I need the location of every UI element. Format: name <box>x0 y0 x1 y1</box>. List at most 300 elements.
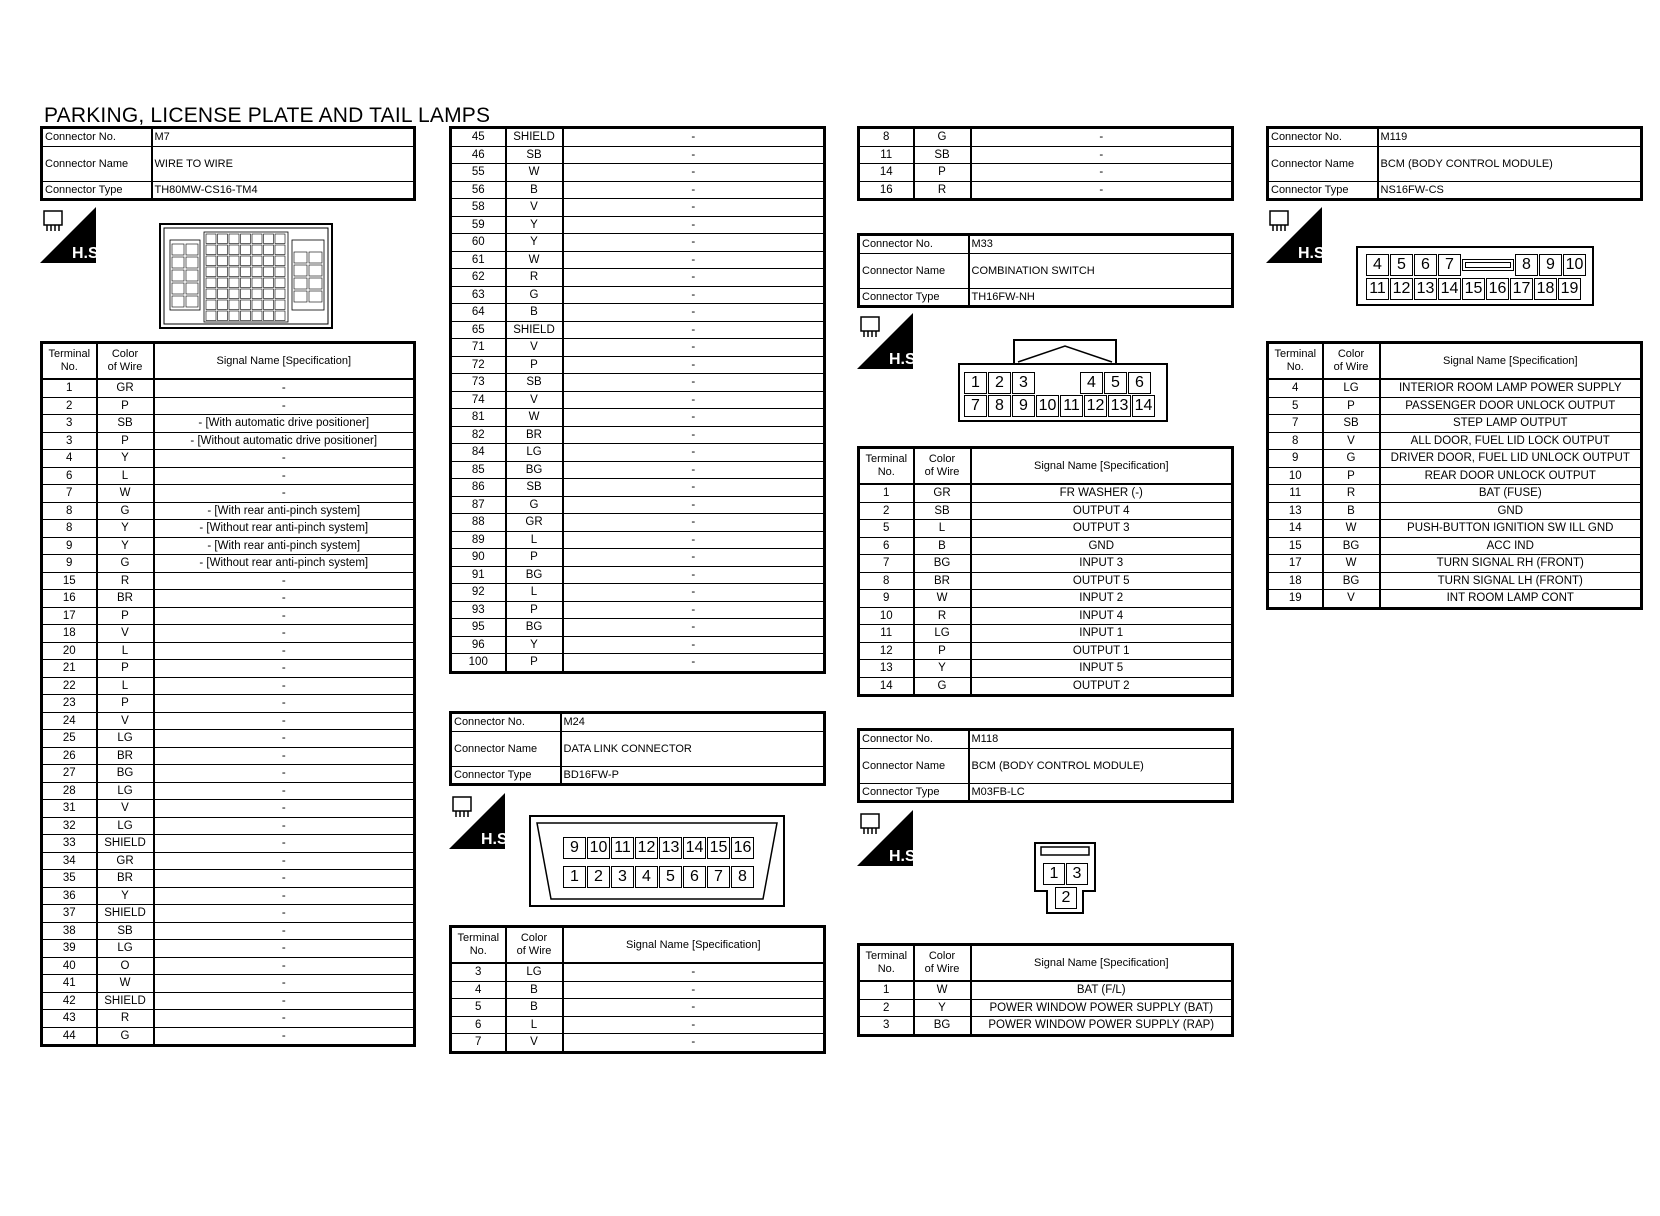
signal-name: - <box>154 922 415 940</box>
terminal-no: 4 <box>451 981 506 999</box>
terminal-no: 22 <box>42 677 97 695</box>
connector-pin: 7 <box>707 866 730 888</box>
connector-pin: 17 <box>1510 278 1533 300</box>
signal-name: INPUT 4 <box>971 607 1233 625</box>
signal-name: - <box>563 286 825 304</box>
terminal-no: 3 <box>451 963 506 981</box>
table-row <box>859 981 1233 999</box>
terminal-no: 60 <box>451 234 506 252</box>
table-row <box>451 636 825 654</box>
signal-name: INPUT 3 <box>971 555 1233 573</box>
wire-color: V <box>506 199 563 217</box>
signal-name: - <box>154 590 415 608</box>
connector-pin: 8 <box>731 866 754 888</box>
wire-color: G <box>506 286 563 304</box>
wire-color: L <box>914 520 971 538</box>
m7-terminal-table-cont <box>449 126 826 674</box>
connector-pin: 6 <box>1414 254 1437 276</box>
signal-name: - <box>563 1034 825 1053</box>
terminal-no: 8 <box>1268 432 1323 450</box>
signal-name: - <box>563 146 825 164</box>
terminal-no: 1 <box>859 484 914 502</box>
m7-connector-type: TH80MW-CS16-TM4 <box>152 181 415 200</box>
table-row <box>451 531 825 549</box>
m24-connector-no: M24 <box>561 713 825 732</box>
terminal-no-header: Terminal No. <box>42 343 97 380</box>
connector-pin: 7 <box>964 395 987 417</box>
wire-color: LG <box>506 963 563 981</box>
terminal-no: 43 <box>42 1010 97 1028</box>
m118-terminal-table <box>857 943 1234 1037</box>
wire-color: R <box>914 607 971 625</box>
connector-pin: 2 <box>1055 887 1077 909</box>
wire-color: GR <box>506 514 563 532</box>
table-row <box>451 128 825 147</box>
signal-name: - <box>563 654 825 673</box>
table-row <box>42 1010 415 1028</box>
table-row <box>42 485 415 503</box>
wire-color: W <box>914 590 971 608</box>
terminal-no: 28 <box>42 782 97 800</box>
wire-color: LG <box>1323 379 1380 397</box>
wire-color: P <box>914 642 971 660</box>
signal-name: GND <box>971 537 1233 555</box>
wire-color: BR <box>506 426 563 444</box>
connector-name-label: Connector Name <box>859 748 969 783</box>
table-row <box>451 199 825 217</box>
m7-terminal-block <box>40 341 416 1047</box>
table-row <box>451 981 825 999</box>
wire-color: R <box>914 181 971 200</box>
m33-connector-table <box>857 233 1234 308</box>
wire-color: W <box>506 409 563 427</box>
wire-color: W <box>97 975 154 993</box>
m33-terminal-block <box>857 446 1234 697</box>
m7-connector-info <box>40 126 416 201</box>
table-row <box>451 181 825 199</box>
signal-name: - <box>563 181 825 199</box>
table-row <box>42 695 415 713</box>
wire-color: P <box>914 164 971 182</box>
terminal-no: 7 <box>42 485 97 503</box>
table-row <box>451 216 825 234</box>
connector-pin: 8 <box>1515 254 1538 276</box>
wire-color: L <box>97 467 154 485</box>
m118-connector-name: BCM (BODY CONTROL MODULE) <box>969 748 1233 783</box>
connector-name-label: Connector Name <box>451 731 561 766</box>
connector-pin: 5 <box>1104 372 1127 394</box>
signal-name: - <box>154 607 415 625</box>
signal-name: OUTPUT 3 <box>971 520 1233 538</box>
terminal-no: 59 <box>451 216 506 234</box>
table-row <box>451 999 825 1017</box>
m7-terminal-block-cont <box>449 126 826 674</box>
signal-name: - <box>563 584 825 602</box>
m33-connector-info <box>857 233 1234 308</box>
terminal-no: 10 <box>1268 467 1323 485</box>
signal-name: - <box>563 636 825 654</box>
signal-name: - <box>154 817 415 835</box>
terminal-no: 5 <box>451 999 506 1017</box>
terminal-no: 15 <box>1268 537 1323 555</box>
table-row <box>859 607 1233 625</box>
table-row <box>451 549 825 567</box>
connector-key-slot <box>1058 372 1079 392</box>
table-row <box>859 660 1233 678</box>
connector-pin: 18 <box>1534 278 1557 300</box>
wire-color: P <box>1323 397 1380 415</box>
signal-name: - <box>563 234 825 252</box>
wire-color: G <box>1323 450 1380 468</box>
terminal-no: 3 <box>859 1017 914 1036</box>
signal-name: - <box>563 963 825 981</box>
svg-text:H.S.: H.S. <box>889 351 921 368</box>
signal-name: - <box>563 199 825 217</box>
m119-connector-no: M119 <box>1378 128 1642 147</box>
m24-connector-diagram <box>529 815 785 907</box>
table-row <box>42 502 415 520</box>
table-row <box>42 992 415 1010</box>
wire-color: V <box>97 712 154 730</box>
signal-name: - <box>154 695 415 713</box>
wire-color: SHIELD <box>506 128 563 147</box>
table-row <box>1268 485 1642 503</box>
table-row <box>42 590 415 608</box>
wire-color: B <box>506 304 563 322</box>
signal-name: - <box>154 730 415 748</box>
connector-pin: 4 <box>1080 372 1103 394</box>
table-row <box>451 391 825 409</box>
connector-pin: 3 <box>611 866 634 888</box>
m33-connector-name: COMBINATION SWITCH <box>969 253 1233 288</box>
connector-pin: 2 <box>988 372 1011 394</box>
wire-color: BR <box>97 870 154 888</box>
table-row <box>42 905 415 923</box>
color-header: Color of Wire <box>1323 343 1380 380</box>
wire-color: V <box>97 800 154 818</box>
table-row <box>451 566 825 584</box>
signal-name: - <box>563 339 825 357</box>
table-row <box>859 625 1233 643</box>
wire-color: LG <box>97 782 154 800</box>
terminal-no: 89 <box>451 531 506 549</box>
wire-color: L <box>506 584 563 602</box>
table-row <box>42 572 415 590</box>
terminal-no: 21 <box>42 660 97 678</box>
signal-name: - <box>154 957 415 975</box>
signal-name: DRIVER DOOR, FUEL LID UNLOCK OUTPUT <box>1380 450 1642 468</box>
m118-connector-table <box>857 728 1234 803</box>
signal-name: - <box>563 128 825 147</box>
m24-connector-info <box>449 711 826 786</box>
table-row <box>42 450 415 468</box>
wire-color: SHIELD <box>97 992 154 1010</box>
table-row <box>42 747 415 765</box>
connector-pin: 1 <box>563 866 586 888</box>
connector-pin: 9 <box>1539 254 1562 276</box>
signal-name: GND <box>1380 502 1642 520</box>
connector-pin: 10 <box>587 837 610 859</box>
signal-name: - <box>563 251 825 269</box>
table-row <box>859 1017 1233 1036</box>
m24-terminal-block-cont <box>857 126 1234 201</box>
wire-color: L <box>97 642 154 660</box>
wire-color: R <box>97 1010 154 1028</box>
wire-color: LG <box>97 730 154 748</box>
signal-name: - <box>971 128 1233 147</box>
wire-color: W <box>506 164 563 182</box>
wire-color: P <box>97 695 154 713</box>
signal-name: - <box>971 181 1233 200</box>
table-row <box>42 677 415 695</box>
signal-name: - <box>971 164 1233 182</box>
connector-no-label: Connector No. <box>859 730 969 749</box>
hs-label: H.S. <box>72 245 104 262</box>
terminal-no: 73 <box>451 374 506 392</box>
terminal-no: 100 <box>451 654 506 673</box>
color-header: Color of Wire <box>914 945 971 982</box>
signal-name: - <box>154 379 415 397</box>
table-row <box>42 432 415 450</box>
connector-name-label: Connector Name <box>859 253 969 288</box>
table-row <box>42 1027 415 1046</box>
connector-pin: 14 <box>683 837 706 859</box>
terminal-no: 93 <box>451 601 506 619</box>
wire-color: GR <box>97 379 154 397</box>
terminal-no: 32 <box>42 817 97 835</box>
m119-connector-table <box>1266 126 1643 201</box>
terminal-no: 62 <box>451 269 506 287</box>
table-row <box>1268 520 1642 538</box>
table-row <box>1268 590 1642 609</box>
signal-name: - <box>154 975 415 993</box>
terminal-no: 23 <box>42 695 97 713</box>
signal-name: - <box>154 765 415 783</box>
signal-name: - <box>154 677 415 695</box>
m119-connector-name: BCM (BODY CONTROL MODULE) <box>1378 146 1642 181</box>
signal-name: INT ROOM LAMP CONT <box>1380 590 1642 609</box>
signal-name: - <box>563 601 825 619</box>
wire-color: SB <box>506 479 563 497</box>
terminal-no: 9 <box>42 537 97 555</box>
wire-color: P <box>506 549 563 567</box>
table-row <box>42 800 415 818</box>
m7-terminal-table <box>40 341 416 1047</box>
svg-text:H.S.: H.S. <box>481 831 513 848</box>
terminal-no: 16 <box>859 181 914 200</box>
terminal-no: 6 <box>859 537 914 555</box>
table-row <box>859 502 1233 520</box>
signal-name: - <box>154 467 415 485</box>
wire-color: BG <box>506 461 563 479</box>
signal-name: TURN SIGNAL LH (FRONT) <box>1380 572 1642 590</box>
terminal-no: 63 <box>451 286 506 304</box>
connector-pin: 16 <box>731 837 754 859</box>
terminal-no: 14 <box>859 677 914 696</box>
wire-color: SHIELD <box>506 321 563 339</box>
wire-color: W <box>914 981 971 999</box>
m24-connector-table <box>449 711 826 786</box>
wire-color: R <box>506 269 563 287</box>
signal-name: STEP LAMP OUTPUT <box>1380 415 1642 433</box>
m24-terminal-table <box>449 925 826 1054</box>
m7-connector-name: WIRE TO WIRE <box>152 146 415 181</box>
connector-pin: 9 <box>1012 395 1035 417</box>
table-row <box>42 922 415 940</box>
wire-color: BG <box>1323 572 1380 590</box>
wire-color: LG <box>97 817 154 835</box>
signal-name: - [Without rear anti-pinch system] <box>154 555 415 573</box>
table-row <box>451 444 825 462</box>
connector-pin: 3 <box>1012 372 1035 394</box>
table-row <box>42 782 415 800</box>
table-row <box>42 537 415 555</box>
m7-connector-table <box>40 126 416 201</box>
terminal-no: 14 <box>859 164 914 182</box>
table-row <box>1268 572 1642 590</box>
signal-name: PASSENGER DOOR UNLOCK OUTPUT <box>1380 397 1642 415</box>
connector-key-slot <box>1036 372 1057 392</box>
terminal-no: 8 <box>42 520 97 538</box>
terminal-no: 84 <box>451 444 506 462</box>
wire-color: BG <box>97 765 154 783</box>
table-row <box>42 607 415 625</box>
table-row <box>42 852 415 870</box>
signal-name: - <box>154 1027 415 1046</box>
terminal-no: 7 <box>451 1034 506 1053</box>
terminal-no: 16 <box>42 590 97 608</box>
wire-color: G <box>914 128 971 147</box>
connector-pin: 12 <box>635 837 658 859</box>
wire-color: G <box>97 502 154 520</box>
terminal-no: 8 <box>859 572 914 590</box>
wire-color: BG <box>506 619 563 637</box>
signal-name: - <box>154 1010 415 1028</box>
wire-color: BR <box>97 590 154 608</box>
table-row <box>451 304 825 322</box>
signal-name: - <box>154 642 415 660</box>
harness-side-icon-m7 <box>40 207 104 263</box>
table-row <box>451 374 825 392</box>
terminal-no: 11 <box>859 625 914 643</box>
m118-connector-info <box>857 728 1234 803</box>
signal-name: - <box>154 625 415 643</box>
signal-name: - <box>154 572 415 590</box>
terminal-no: 87 <box>451 496 506 514</box>
terminal-no: 20 <box>42 642 97 660</box>
signal-name: ACC IND <box>1380 537 1642 555</box>
signal-name: - <box>563 304 825 322</box>
wire-color: L <box>506 1016 563 1034</box>
signal-name: - <box>563 496 825 514</box>
signal-name: REAR DOOR UNLOCK OUTPUT <box>1380 467 1642 485</box>
connector-pin: 10 <box>1563 254 1586 276</box>
signal-name: - [With automatic drive positioner] <box>154 415 415 433</box>
connector-type-label: Connector Type <box>1268 181 1378 200</box>
wire-color: V <box>506 391 563 409</box>
signal-name: - <box>154 992 415 1010</box>
terminal-no: 26 <box>42 747 97 765</box>
table-row <box>451 356 825 374</box>
table-row <box>451 514 825 532</box>
wire-color: W <box>1323 520 1380 538</box>
terminal-no: 38 <box>42 922 97 940</box>
terminal-no: 7 <box>859 555 914 573</box>
svg-text:H.S.: H.S. <box>1298 245 1330 262</box>
terminal-no: 55 <box>451 164 506 182</box>
terminal-no: 2 <box>859 999 914 1017</box>
m119-connector-diagram <box>1356 246 1594 306</box>
signal-name: - <box>154 870 415 888</box>
connector-pin: 6 <box>683 866 706 888</box>
table-row <box>42 730 415 748</box>
terminal-no-header: Terminal No. <box>1268 343 1323 380</box>
connector-pin: 2 <box>587 866 610 888</box>
wire-color: Y <box>506 234 563 252</box>
color-header: Color of Wire <box>97 343 154 380</box>
wire-color: P <box>506 601 563 619</box>
terminal-no: 34 <box>42 852 97 870</box>
signal-name: - <box>154 852 415 870</box>
signal-name: OUTPUT 2 <box>971 677 1233 696</box>
signal-name: - <box>563 531 825 549</box>
signal-name: - [Without rear anti-pinch system] <box>154 520 415 538</box>
terminal-no: 31 <box>42 800 97 818</box>
harness-side-icon-m24 <box>449 793 513 849</box>
wire-color: B <box>506 999 563 1017</box>
signal-name: - <box>154 800 415 818</box>
wire-color: B <box>506 981 563 999</box>
connector-no-label: Connector No. <box>1268 128 1378 147</box>
terminal-no: 92 <box>451 584 506 602</box>
table-row <box>42 415 415 433</box>
connector-pin: 13 <box>1414 278 1437 300</box>
connector-pin: 5 <box>1390 254 1413 276</box>
wire-color: P <box>506 356 563 374</box>
signal-name: - <box>563 549 825 567</box>
wire-color: P <box>97 607 154 625</box>
wire-color: BG <box>914 1017 971 1036</box>
signal-name: - <box>563 479 825 497</box>
page-title: PARKING, LICENSE PLATE AND TAIL LAMPS <box>44 104 491 127</box>
connector-name-label: Connector Name <box>1268 146 1378 181</box>
wire-color: SHIELD <box>97 905 154 923</box>
svg-text:H.S.: H.S. <box>889 848 921 865</box>
terminal-no: 44 <box>42 1027 97 1046</box>
terminal-no: 13 <box>859 660 914 678</box>
wire-color: B <box>1323 502 1380 520</box>
table-row <box>859 555 1233 573</box>
signal-name: INPUT 1 <box>971 625 1233 643</box>
signal-header: Signal Name [Specification] <box>971 448 1233 485</box>
connector-pin: 13 <box>659 837 682 859</box>
table-row <box>451 321 825 339</box>
connector-no-label: Connector No. <box>42 128 152 147</box>
wire-color: SHIELD <box>97 835 154 853</box>
terminal-no: 18 <box>1268 572 1323 590</box>
terminal-no: 40 <box>42 957 97 975</box>
signal-name: OUTPUT 4 <box>971 502 1233 520</box>
table-row <box>42 625 415 643</box>
signal-name: OUTPUT 1 <box>971 642 1233 660</box>
table-row <box>451 601 825 619</box>
table-row <box>451 269 825 287</box>
table-row <box>451 1034 825 1053</box>
signal-name: - <box>154 712 415 730</box>
terminal-no: 88 <box>451 514 506 532</box>
wire-color: B <box>506 181 563 199</box>
signal-name: INPUT 2 <box>971 590 1233 608</box>
